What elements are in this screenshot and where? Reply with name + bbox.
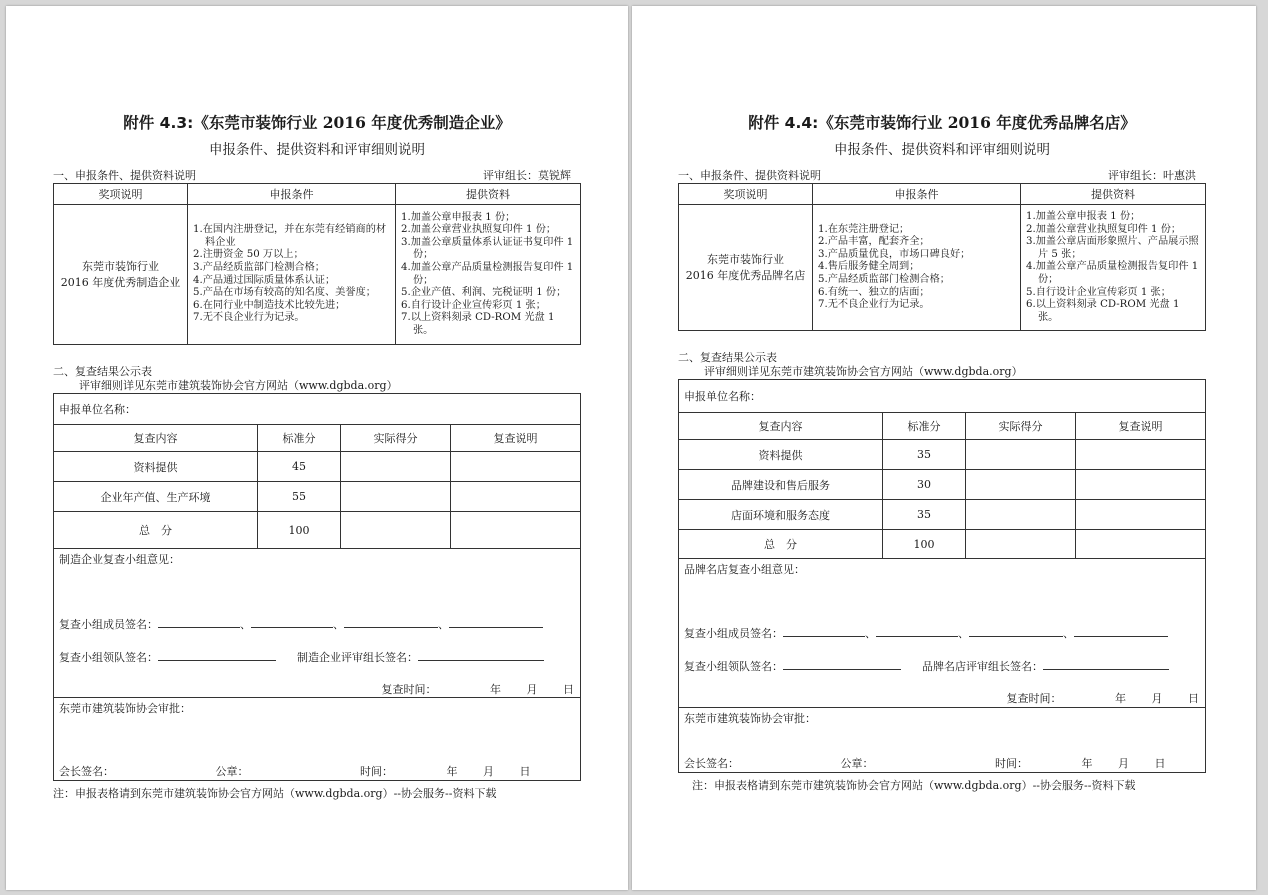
table-header: 申报条件 [188, 184, 396, 205]
condition-item: 3.产品经质监部门检测合格； [193, 261, 325, 273]
condition-item: 2.产品丰富，配套齐全； [818, 236, 930, 248]
section1-row [678, 169, 1206, 183]
review-table [53, 393, 581, 781]
table-header: 奖项说明 [679, 184, 813, 205]
table-header: 复查内容 [679, 413, 883, 440]
condition-item: 5.产品在市场有较高的知名度、美誉度； [193, 287, 376, 299]
condition-item: 6.有统一、独立的店面； [818, 286, 930, 298]
page-title [53, 112, 581, 134]
total-row [679, 530, 1206, 559]
title-number: 4.4: [784, 114, 819, 132]
review-item: 企业年产值、生产环境 [54, 482, 258, 512]
title-prefix: 附件 [748, 113, 780, 132]
material-item: 6.自行设计企业宣传彩页 1 张； [401, 299, 546, 311]
review-opinion-box[interactable] [54, 549, 581, 698]
review-remark-cell[interactable] [1076, 470, 1206, 500]
leader-label: 复查小组领队签名： [684, 660, 783, 674]
condition-item: 7.无不良企业行为记录。 [818, 299, 930, 311]
members-label: 复查小组成员签名： [684, 627, 783, 641]
material-item: 5.企业产值、利润、完税证明 1 份； [401, 287, 567, 299]
signature-blank[interactable] [783, 658, 901, 670]
members-signature-line: 复查小组成员签名： 、 、 、 [684, 625, 1168, 641]
review-item: 店面环境和服务态度 [679, 500, 883, 530]
total-score: 100 [258, 512, 341, 549]
rules-note: 评审细则详见东莞市建筑装饰协会官方网站（www.dgbda.org） [79, 379, 398, 392]
section1-row [53, 169, 581, 183]
table-header: 申报条件 [813, 184, 1021, 205]
time-label: 时间： [360, 765, 393, 778]
month-label: 月 [483, 765, 494, 778]
table-header: 提供资料 [1021, 184, 1206, 205]
condition-item: 4.产品通过国际质量体系认证； [193, 274, 336, 286]
conditions-table [678, 183, 1206, 331]
signature-blank[interactable] [251, 616, 333, 628]
chief-judge: 评审组长：叶惠洪 [1108, 169, 1196, 182]
condition-item: 4.售后服务健全周到； [818, 261, 920, 273]
material-item: 2.加盖公章营业执照复印件 1 份； [401, 224, 557, 236]
president-label: 会长签名： [59, 765, 114, 778]
material-item: 4.加盖公章产品质量检测报告复印件 1 份； [1026, 261, 1199, 285]
day-label: 日 [563, 683, 574, 696]
condition-item: 6.在同行业中制造技术比较先进； [193, 299, 346, 311]
association-approval-label: 东莞市建筑装饰协会审批： [59, 702, 191, 715]
table-header: 标准分 [883, 413, 966, 440]
review-item: 品牌建设和售后服务 [679, 470, 883, 500]
table-row [679, 500, 1206, 530]
standard-score: 35 [883, 500, 966, 530]
material-item: 4.加盖公章产品质量检测报告复印件 1 份； [401, 261, 574, 286]
month-label: 月 [1118, 757, 1129, 771]
year-label: 年 [1081, 757, 1093, 771]
opinion-label: 品牌名店复查小组意见： [684, 563, 805, 577]
time-label: 时间： [995, 757, 1028, 771]
table-header: 实际得分 [966, 413, 1076, 440]
actual-score-cell[interactable] [966, 500, 1076, 530]
signature-blank[interactable] [158, 649, 276, 661]
total-row [54, 512, 581, 549]
chief-sign-label: 制造企业评审组长签名： [297, 651, 418, 664]
title-number: 4.3: [159, 114, 194, 132]
approval-box[interactable] [54, 698, 581, 781]
signature-blank[interactable] [1074, 625, 1168, 637]
applicant-unit-label: 申报单位名称： [54, 394, 581, 425]
review-remark-cell[interactable] [1076, 440, 1206, 470]
signature-blank[interactable] [969, 625, 1063, 637]
page-subtitle: 申报条件、提供资料和评审细则说明 [834, 142, 1050, 158]
table-header: 标准分 [258, 425, 341, 452]
signature-blank[interactable] [876, 625, 958, 637]
month-label: 月 [1151, 692, 1163, 706]
material-item: 5.自行设计企业宣传彩页 1 张； [1026, 286, 1171, 298]
table-header: 提供资料 [396, 184, 581, 205]
president-label: 会长签名： [684, 757, 739, 771]
seal-label: 公章： [215, 765, 249, 778]
signature-blank[interactable] [449, 616, 543, 628]
standard-score: 35 [883, 440, 966, 470]
review-remark-cell[interactable] [451, 512, 581, 549]
page-title [678, 112, 1206, 134]
chief-sign-label: 品牌名店评审组长签名： [922, 660, 1043, 674]
day-label: 日 [519, 765, 531, 778]
award-line: 东莞市装饰行业 [82, 259, 159, 273]
review-time-label: 复查时间： [1006, 692, 1062, 706]
members-signature-line: 复查小组成员签名： 、 、 、 [59, 616, 543, 632]
conditions-cell [188, 205, 396, 345]
page-content [53, 112, 581, 801]
review-item: 资料提供 [54, 452, 258, 482]
actual-score-cell[interactable] [341, 482, 451, 512]
section2-heading: 二、复查结果公示表 [678, 351, 777, 365]
condition-item: 3.产品质量优良，市场口碑良好； [818, 248, 971, 260]
leader-signature-line [684, 658, 1169, 674]
materials-cell [1021, 205, 1206, 331]
table-row [54, 452, 581, 482]
table-row [54, 482, 581, 512]
table-header: 复查内容 [54, 425, 258, 452]
day-label: 日 [1188, 692, 1199, 706]
material-item: 6.以上资料刻录 CD-ROM 光盘 1 张。 [1026, 299, 1180, 323]
signature-blank[interactable] [344, 616, 438, 628]
standard-score: 45 [258, 452, 341, 482]
condition-item: 5.产品经质监部门检测合格； [818, 273, 950, 285]
material-item: 3.加盖公章质量体系认证证书复印件 1 份； [401, 236, 574, 261]
award-line: 2016 年度优秀制造企业 [60, 275, 181, 289]
material-item: 3.加盖公章店面形象照片、产品展示照片 5 张； [1026, 236, 1199, 260]
condition-item: 1.在东莞注册登记； [818, 223, 910, 235]
actual-score-cell[interactable] [966, 530, 1076, 559]
page-subtitle: 申报条件、提供资料和评审细则说明 [209, 142, 425, 158]
rules-note: 评审细则详见东莞市建筑装饰协会官方网站（www.dgbda.org） [704, 365, 1023, 379]
chief-judge: 评审组长：莫锐辉 [483, 169, 571, 182]
table-row [679, 470, 1206, 500]
leader-label: 复查小组领队签名： [59, 651, 158, 664]
actual-score-cell[interactable] [966, 470, 1076, 500]
approval-signature-line [59, 763, 531, 779]
document-page-right [632, 6, 1256, 890]
section2-heading: 二、复查结果公示表 [53, 365, 152, 378]
page-content [678, 112, 1206, 793]
review-remark-cell[interactable] [1076, 530, 1206, 559]
material-item: 2.加盖公章营业执照复印件 1 份； [1026, 223, 1182, 235]
review-remark-cell[interactable] [1076, 500, 1206, 530]
table-header: 复查说明 [1076, 413, 1206, 440]
document-page-left [6, 6, 628, 890]
standard-score: 30 [883, 470, 966, 500]
review-remark-cell[interactable] [451, 482, 581, 512]
award-cell [54, 205, 188, 345]
title-prefix: 附件 [123, 113, 155, 132]
conditions-cell [813, 205, 1021, 331]
title-name: 《东莞市装饰行业 2016 年度优秀品牌名店》 [818, 113, 1136, 132]
award-line: 东莞市装饰行业 [707, 252, 784, 266]
table-header: 奖项说明 [54, 184, 188, 205]
approval-signature-line [684, 755, 1166, 771]
footer-note: 注：申报表格请到东莞市建筑装饰协会官方网站（www.dgbda.org）--协会服务--资料下载 [692, 779, 1136, 793]
year-label: 年 [446, 765, 458, 778]
year-label: 年 [1115, 692, 1126, 706]
table-header: 复查说明 [451, 425, 581, 452]
signature-blank[interactable] [418, 649, 544, 661]
actual-score-cell[interactable] [966, 440, 1076, 470]
section1-heading: 一、申报条件、提供资料说明 [678, 169, 821, 182]
applicant-unit-label: 申报单位名称： [679, 380, 1206, 413]
approval-box[interactable] [679, 708, 1206, 773]
review-time-label: 复查时间： [381, 683, 437, 696]
review-opinion-box[interactable] [679, 559, 1206, 708]
actual-score-cell[interactable] [341, 512, 451, 549]
association-approval-label: 东莞市建筑装饰协会审批： [684, 712, 816, 726]
title-name: 《东莞市装饰行业 2016 年度优秀制造企业》 [193, 113, 511, 132]
condition-item: 1.在国内注册登记，并在东莞有经销商的材料企业 [193, 224, 387, 248]
material-item: 1.加盖公章申报表 1 份； [1026, 211, 1141, 222]
year-label: 年 [490, 683, 501, 696]
day-label: 日 [1154, 757, 1166, 771]
table-header: 实际得分 [341, 425, 451, 452]
section1-heading: 一、申报条件、提供资料说明 [53, 169, 196, 182]
signature-blank[interactable] [783, 625, 865, 637]
signature-blank[interactable] [158, 616, 240, 628]
signature-blank[interactable] [1043, 658, 1169, 670]
condition-item: 2.注册资金 50 万以上； [193, 249, 304, 261]
materials-cell [396, 205, 581, 345]
actual-score-cell[interactable] [341, 452, 451, 482]
conditions-table [53, 183, 581, 345]
opinion-label: 制造企业复查小组意见： [59, 553, 180, 566]
material-item: 1.加盖公章申报表 1 份； [401, 211, 516, 223]
review-remark-cell[interactable] [451, 452, 581, 482]
total-score: 100 [883, 530, 966, 559]
standard-score: 55 [258, 482, 341, 512]
material-item: 7.以上资料刻录 CD-ROM 光盘 1 张。 [401, 312, 555, 336]
award-cell [679, 205, 813, 331]
award-line: 2016 年度优秀品牌名店 [685, 268, 806, 282]
review-date-line [382, 681, 575, 697]
seal-label: 公章： [840, 757, 874, 771]
total-label: 总 分 [54, 512, 258, 549]
condition-item: 7.无不良企业行为记录。 [193, 312, 305, 324]
footer-note: 注：申报表格请到东莞市建筑装饰协会官方网站（www.dgbda.org）--协会服务--资料下载 [53, 787, 497, 800]
review-date-line [1007, 690, 1200, 706]
total-label: 总 分 [679, 530, 883, 559]
review-item: 资料提供 [679, 440, 883, 470]
month-label: 月 [526, 683, 538, 696]
review-table [678, 379, 1206, 773]
leader-signature-line [59, 649, 544, 665]
members-label: 复查小组成员签名： [59, 618, 158, 631]
table-row [679, 440, 1206, 470]
